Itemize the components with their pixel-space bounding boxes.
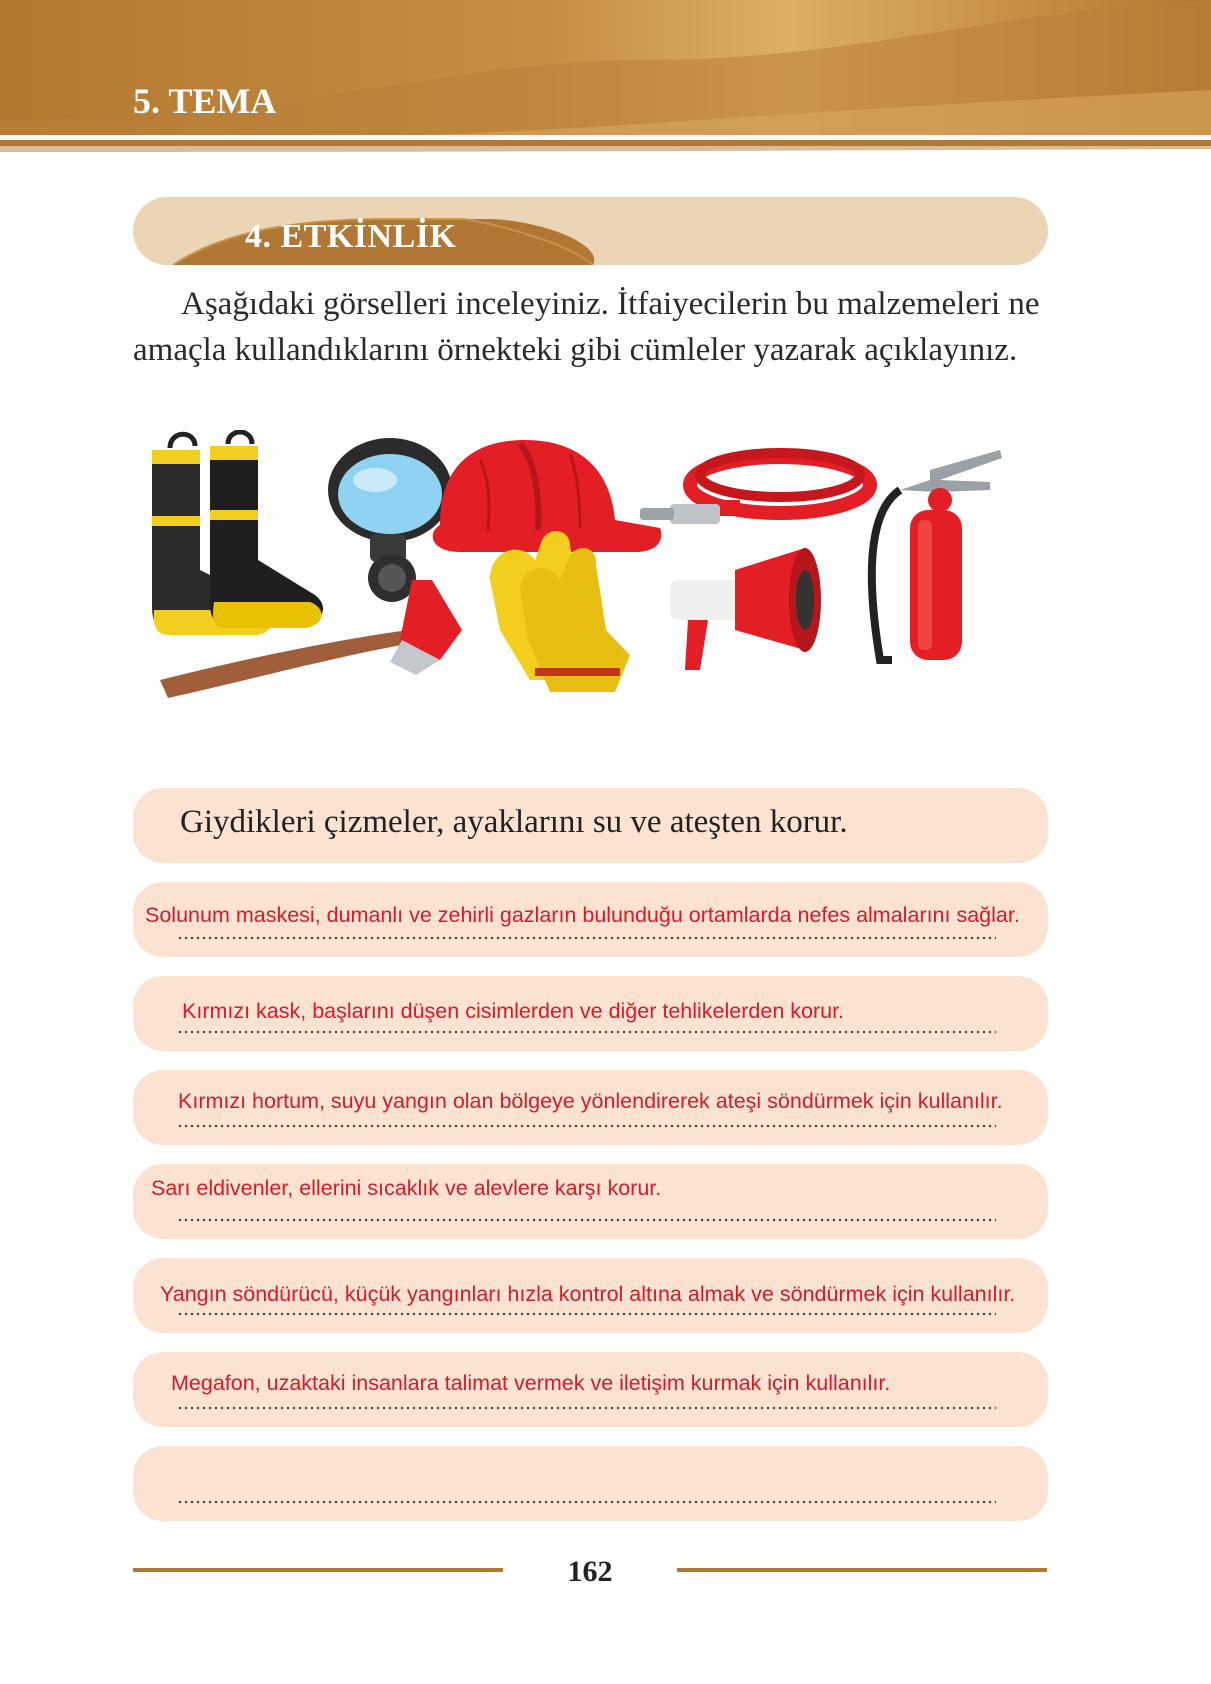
footer-rule-right xyxy=(677,1568,1047,1572)
answer-text-gas-mask: Solunum maskesi, dumanlı ve zehirli gazların bulunduğu ortamlarda nefes almalarını sağlar. xyxy=(145,903,1020,927)
activity-instructions: Aşağıdaki görselleri inceleyiniz. İtfaiyecilerin bu malzemeleri ne amaçla kullandıklarını örnekteki gibi cümleler yazarak açıklayınız. xyxy=(133,286,1040,368)
dotted-line xyxy=(177,1029,996,1035)
dotted-line xyxy=(177,1311,996,1317)
footer-rule-left xyxy=(133,1568,503,1572)
answer-text-gloves: Sarı eldivenler, ellerini sıcaklık ve alevlere karşı korur. xyxy=(151,1176,662,1200)
megaphone-icon xyxy=(670,548,821,670)
answer-text-helmet: Kırmızı kask, başlarını düşen cisimlerden ve diğer tehlikelerden korur. xyxy=(182,999,845,1023)
gloves-icon xyxy=(490,531,630,692)
gas-mask-icon xyxy=(328,438,452,602)
dotted-line xyxy=(177,1123,996,1129)
example-sentence: Giydikleri çizmeler, ayaklarını su ve ateşten korur. xyxy=(180,804,848,840)
equipment-illustrations xyxy=(140,430,1040,760)
dotted-line xyxy=(177,935,996,941)
fire-extinguisher-icon xyxy=(872,450,1002,660)
dotted-line xyxy=(177,1217,996,1223)
dotted-line xyxy=(177,1405,996,1411)
fire-hose-icon xyxy=(640,453,870,524)
answer-text-megaphone: Megafon, uzaktaki insanlara talimat vermek ve iletişim kurmak için kullanılır. xyxy=(171,1371,891,1395)
theme-title: 5. TEMA xyxy=(133,81,277,121)
page-number: 162 xyxy=(567,1555,613,1588)
answer-row-empty[interactable] xyxy=(133,1446,1048,1521)
example-sentence-row xyxy=(133,788,1048,863)
answer-text-hose: Kırmızı hortum, suyu yangın olan bölgeye yönlendirerek ateşi söndürmek için kullanılır. xyxy=(178,1089,1003,1113)
answer-text-extinguisher: Yangın söndürücü, küçük yangınları hızla kontrol altına almak ve söndürmek için kullanılır. xyxy=(160,1282,1016,1306)
boots-icon xyxy=(152,432,323,635)
dotted-line xyxy=(177,1499,996,1505)
activity-title: 4. ETKİNLİK xyxy=(245,218,457,255)
